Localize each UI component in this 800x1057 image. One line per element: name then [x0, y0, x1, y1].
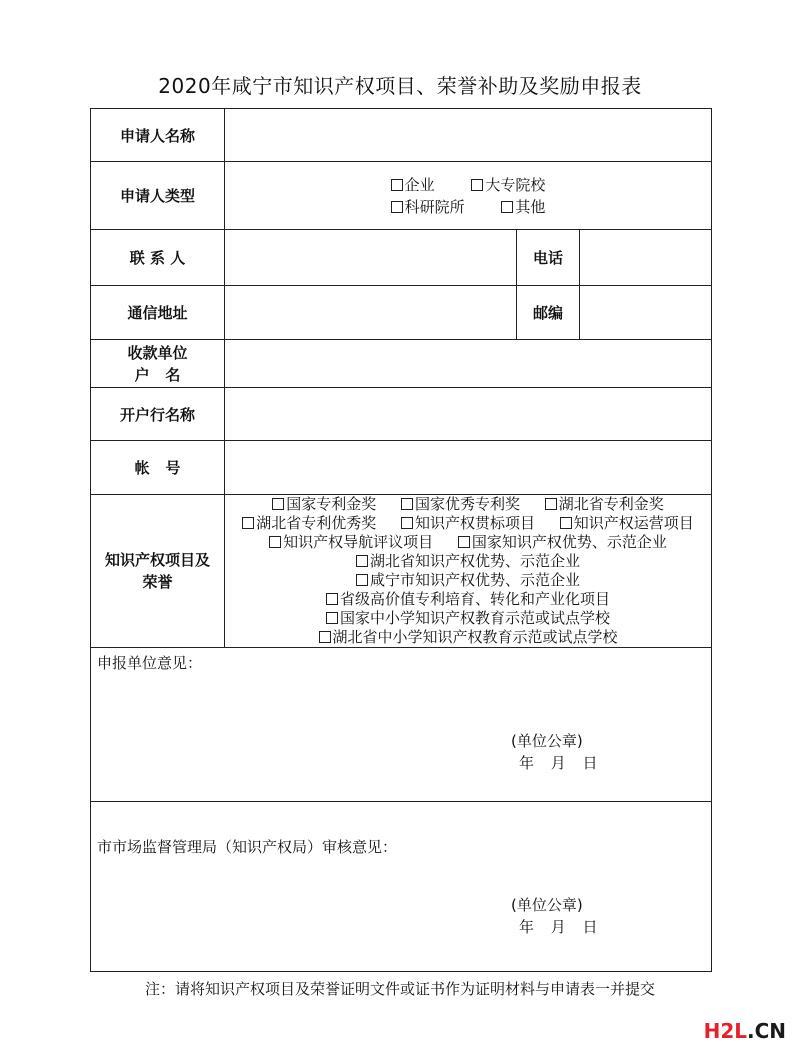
checkbox-icon[interactable]	[471, 179, 483, 191]
option-ip[interactable]: 国家专利金奖	[272, 495, 376, 514]
field-contact[interactable]	[225, 230, 517, 286]
row-bank	[91, 388, 712, 441]
label-address: 通信地址	[91, 286, 225, 340]
row-address	[91, 286, 712, 340]
checkbox-icon[interactable]	[356, 574, 368, 586]
option-ip[interactable]: 省级高价值专利培育、转化和产业化项目	[326, 590, 610, 609]
field-applicant-name[interactable]	[225, 109, 712, 162]
unit-opinion-label: 申报单位意见：	[97, 654, 203, 672]
checkbox-icon[interactable]	[560, 517, 572, 529]
row-unit-opinion	[91, 648, 712, 802]
option-enterprise[interactable]: 企业	[391, 174, 435, 196]
field-unit-opinion[interactable]	[91, 648, 712, 802]
checkbox-icon[interactable]	[242, 517, 254, 529]
checkbox-icon[interactable]	[458, 536, 470, 548]
label-account: 帐 号	[91, 441, 225, 495]
checkbox-icon[interactable]	[326, 612, 338, 624]
row-account	[91, 441, 712, 495]
checkbox-icon[interactable]	[401, 498, 413, 510]
option-ip[interactable]: 湖北省专利优秀奖	[242, 514, 376, 533]
option-ip[interactable]: 咸宁市知识产权优势、示范企业	[356, 571, 580, 590]
label-payee: 收款单位 户 名	[91, 340, 225, 388]
bureau-opinion-label: 市市场监督管理局（知识产权局）审核意见：	[97, 838, 398, 856]
label-postcode: 邮编	[517, 286, 580, 340]
checkbox-icon[interactable]	[391, 201, 403, 213]
label-contact: 联 系 人	[91, 230, 225, 286]
option-ip[interactable]: 湖北省专利金奖	[545, 495, 664, 514]
label-applicant-type: 申请人类型	[91, 162, 225, 230]
row-bureau-opinion	[91, 802, 712, 972]
option-ip[interactable]: 国家知识产权优势、示范企业	[458, 533, 667, 552]
row-ip-projects	[91, 495, 712, 648]
field-payee[interactable]	[225, 340, 712, 388]
option-other[interactable]: 其他	[501, 196, 545, 218]
checkbox-icon[interactable]	[401, 517, 413, 529]
label-bank: 开户行名称	[91, 388, 225, 441]
field-address[interactable]	[225, 286, 517, 340]
bureau-date-label: 年 月 日	[519, 918, 598, 936]
applicant-type-options	[225, 162, 712, 230]
field-bank[interactable]	[225, 388, 712, 441]
label-applicant-name: 申请人名称	[91, 109, 225, 162]
field-postcode[interactable]	[580, 286, 712, 340]
checkbox-icon[interactable]	[501, 201, 513, 213]
checkbox-icon[interactable]	[545, 498, 557, 510]
unit-seal-label: (单位公章)	[511, 732, 583, 750]
bureau-seal-label: (单位公章)	[511, 896, 583, 914]
row-applicant-name	[91, 109, 712, 162]
field-phone[interactable]	[580, 230, 712, 286]
option-ip[interactable]: 知识产权贯标项目	[401, 514, 535, 533]
checkbox-icon[interactable]	[272, 498, 284, 510]
label-ip-projects: 知识产权项目及 荣誉	[91, 495, 225, 648]
option-college[interactable]: 大专院校	[471, 174, 545, 196]
ip-project-options	[225, 495, 712, 648]
row-payee	[91, 340, 712, 388]
checkbox-icon[interactable]	[391, 179, 403, 191]
site-watermark: H2L.CN	[703, 1019, 786, 1043]
footnote: 注：请将知识产权项目及荣誉证明文件或证书作为证明材料与申请表一并提交	[144, 980, 655, 998]
row-contact	[91, 230, 712, 286]
option-ip[interactable]: 湖北省中小学知识产权教育示范或试点学校	[319, 628, 618, 647]
checkbox-icon[interactable]	[356, 555, 368, 567]
field-account[interactable]	[225, 441, 712, 495]
option-ip[interactable]: 国家中小学知识产权教育示范或试点学校	[326, 609, 610, 628]
unit-date-label: 年 月 日	[519, 754, 598, 772]
row-applicant-type	[91, 162, 712, 230]
option-ip[interactable]: 湖北省知识产权优势、示范企业	[356, 552, 580, 571]
form-title: 2020年咸宁市知识产权项目、荣誉补助及奖励申报表	[158, 74, 642, 98]
option-ip[interactable]: 知识产权导航评议项目	[269, 533, 433, 552]
option-ip[interactable]: 国家优秀专利奖	[401, 495, 520, 514]
checkbox-icon[interactable]	[269, 536, 281, 548]
label-phone: 电话	[517, 230, 580, 286]
option-ip[interactable]: 知识产权运营项目	[560, 514, 694, 533]
option-research-institute[interactable]: 科研院所	[391, 196, 465, 218]
application-form-table	[90, 108, 712, 972]
checkbox-icon[interactable]	[326, 593, 338, 605]
checkbox-icon[interactable]	[319, 631, 331, 643]
field-bureau-opinion[interactable]	[91, 802, 712, 972]
